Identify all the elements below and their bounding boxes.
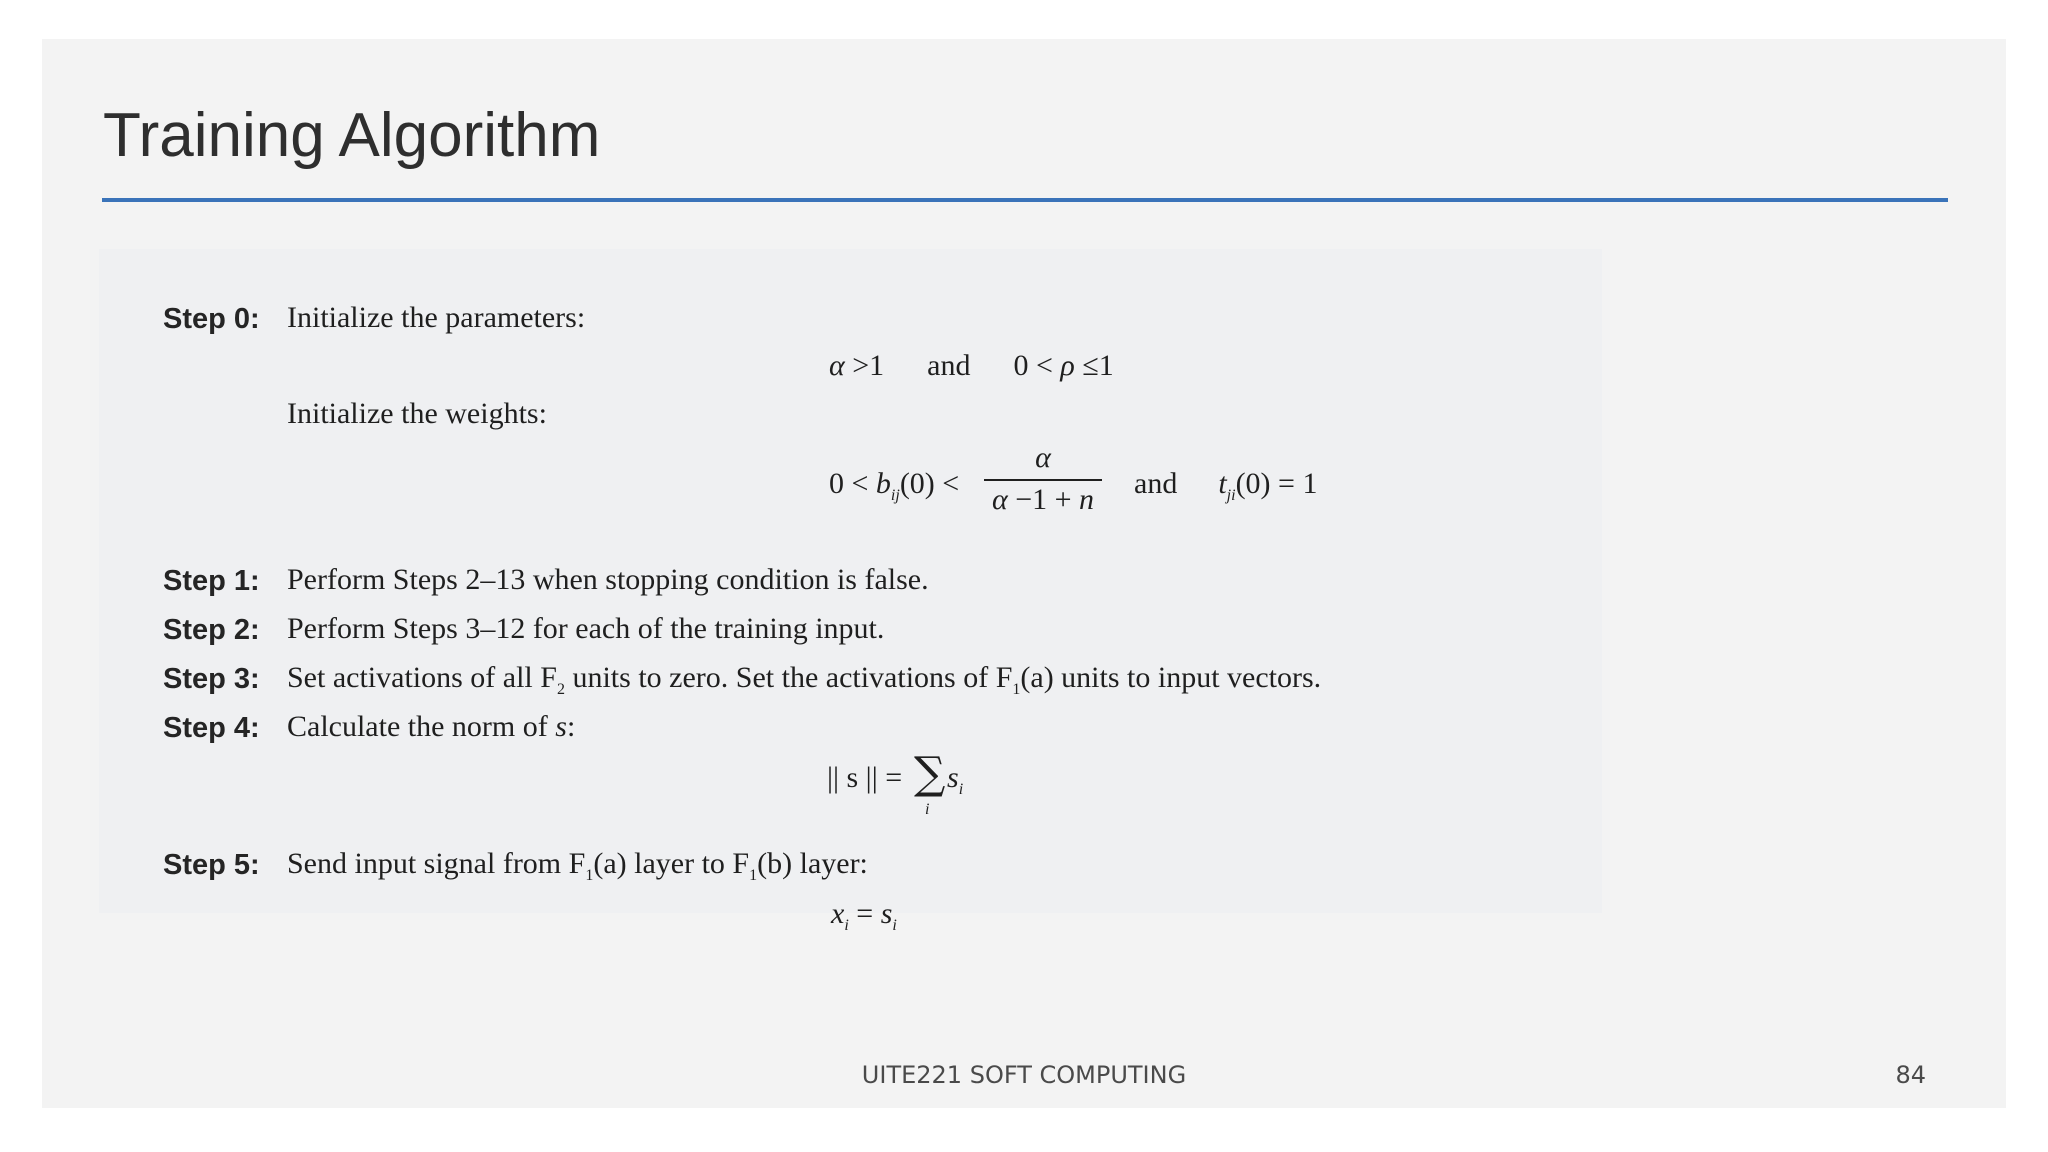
fraction-numerator: α — [1035, 441, 1051, 474]
norm-s-sub: i — [958, 781, 964, 798]
step-2-label: Step 2: — [163, 614, 260, 646]
step-5-label: Step 5: — [163, 849, 260, 881]
step-2-text: Perform Steps 3–12 for each of the training input. — [287, 612, 885, 645]
and-word-2: and — [1134, 467, 1178, 500]
step-4-text — [287, 710, 575, 744]
step-4-var: s — [555, 710, 567, 743]
b-subscript: ij — [890, 487, 900, 504]
weight-lt: (0) < — [899, 467, 960, 500]
fraction-denominator — [984, 481, 1102, 517]
step-5-sub-b: 1 — [749, 867, 758, 884]
step-3-label: Step 3: — [163, 663, 260, 695]
norm-lhs: || s || = — [827, 761, 903, 794]
norm-s: s — [947, 761, 959, 794]
slide-title: Training Algorithm — [103, 101, 601, 170]
slide — [42, 39, 2006, 1108]
signal-x-sub: i — [844, 917, 849, 934]
signal-s: s — [880, 897, 893, 930]
step-5-sub-a: 1 — [585, 867, 594, 884]
signal-eq: = — [848, 897, 881, 930]
step-1-text: Perform Steps 2–13 when stopping condition is false. — [287, 563, 929, 596]
algorithm-image-panel — [99, 249, 1602, 934]
and-word: and — [927, 349, 971, 382]
step-5-part-b: (a) layer to F — [593, 847, 750, 880]
norm-equation-lhs — [827, 761, 902, 795]
den-rest: −1 + — [1007, 483, 1080, 516]
signal-x: x — [831, 897, 845, 930]
sum-index — [925, 801, 929, 819]
step-5-part-c: (b) layer: — [757, 847, 868, 880]
weight-fraction — [984, 441, 1102, 517]
step-0-text: Initialize the parameters: — [287, 301, 586, 334]
sigma-symbol: ∑ — [914, 748, 946, 799]
page-number: 84 — [1895, 1061, 1926, 1089]
den-alpha: α — [991, 483, 1008, 516]
rho-upper: ≤1 — [1074, 349, 1114, 382]
parameter-condition-equation — [829, 349, 1114, 383]
den-n: n — [1079, 483, 1095, 516]
step-4-label: Step 4: — [163, 712, 260, 744]
rho-lower: 0 < — [1013, 349, 1061, 382]
sum-index-i: i — [925, 801, 930, 818]
weight-init-left — [829, 467, 960, 504]
rho-symbol: ρ — [1060, 349, 1075, 382]
step-4-part-b: : — [566, 710, 576, 743]
signal-s-sub: i — [892, 917, 897, 934]
weight-lower-bound: 0 < — [829, 467, 876, 500]
step-3-part-a: Set activations of all F — [287, 661, 557, 694]
t-symbol: t — [1218, 467, 1227, 500]
t-subscript: ji — [1226, 487, 1236, 504]
step-0-label: Step 0: — [163, 303, 260, 335]
footer-course-label: UITE221 SOFT COMPUTING — [861, 1061, 1187, 1089]
step-3-sub-a: 2 — [556, 681, 565, 698]
title-underline — [102, 198, 1948, 202]
step-4-part-a: Calculate the norm of — [287, 710, 556, 743]
step-3-text — [287, 661, 1322, 698]
step-3-part-c: (a) units to input vectors. — [1020, 661, 1322, 694]
step-3-part-b: units to zero. Set the activations of F — [564, 661, 1013, 694]
norm-equation-rhs — [947, 761, 964, 798]
b-symbol: b — [875, 467, 891, 500]
step-3-sub-b: 1 — [1012, 681, 1021, 698]
step-5-part-a: Send input signal from F — [287, 847, 586, 880]
alpha-condition: >1 — [844, 349, 885, 382]
step-5-text — [287, 847, 868, 884]
alpha-symbol: α — [829, 349, 845, 382]
t-value: (0) = 1 — [1235, 467, 1318, 500]
weight-init-right — [1134, 467, 1318, 504]
signal-equation — [831, 897, 897, 934]
step-0-weights-text: Initialize the weights: — [287, 397, 547, 430]
step-1-label: Step 1: — [163, 565, 260, 597]
